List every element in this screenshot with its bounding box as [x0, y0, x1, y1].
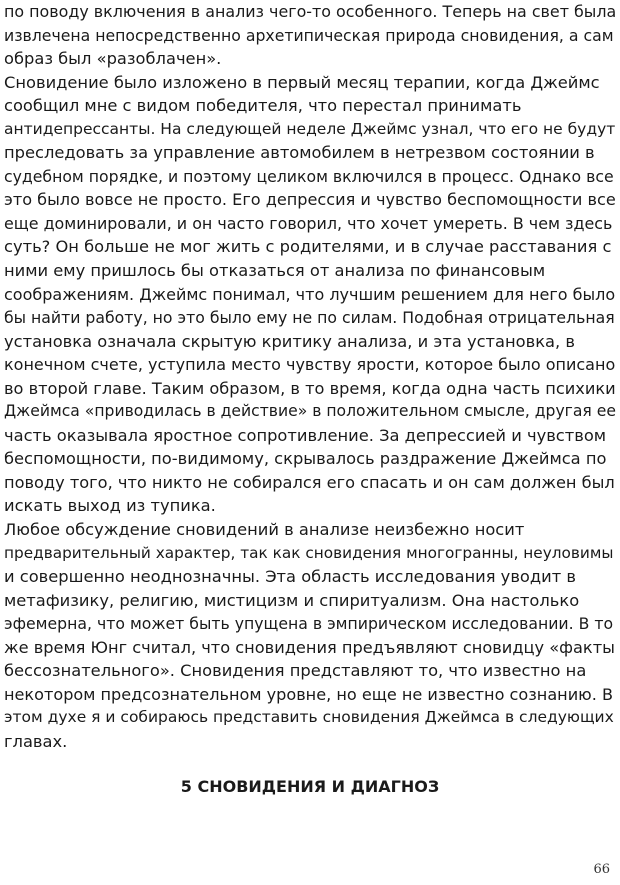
- text-line: бессознательного». Сновидения представляют то, что известно на: [4, 661, 587, 681]
- text-line: поводу того, что никто не собирался его спасать и он сам должен был: [4, 472, 615, 492]
- section-heading: 5 СНОВИДЕНИЯ И ДИАГНОЗ: [180, 777, 440, 796]
- text-line: часть оказывала яростное сопротивление. За депрессией и чувством: [4, 425, 607, 445]
- text-line: предварительный характер, так как сновидения многогранны, неуловимы: [4, 543, 614, 562]
- text-line: беспомощности, по-видимому, скрывалось раздражение Джеймса по: [4, 449, 607, 469]
- text-line: конечном счете, уступила место чувству ярости, которое было описано: [4, 355, 616, 375]
- body-text: [4, 0, 616, 754]
- text-line: еще доминировали, и он часто говорил, что хочет умереть. В чем здесь: [4, 213, 613, 233]
- text-line: установка означала скрытую критику анализа, и эта установка, в: [4, 331, 575, 351]
- text-line: же время Юнг считал, что сновидения предъявляют сновидцу «факты: [4, 637, 615, 657]
- text-line: Джеймса «приводилась в действие» в положительном смысле, другая ее: [4, 402, 616, 421]
- page-number: 66: [593, 862, 610, 877]
- text-line: эфемерна, что может быть упущена в эмпирическом исследовании. В то: [4, 614, 614, 634]
- text-line: Любое обсуждение сновидений в анализе неизбежно носит: [4, 520, 525, 540]
- text-line: Сновидение было изложено в первый месяц терапии, когда Джеймс: [4, 72, 600, 92]
- text-line: преследовать за управление автомобилем в нетрезвом состоянии в: [4, 143, 595, 163]
- text-line: во второй главе. Таким образом, в то время, когда одна часть психики: [4, 378, 616, 398]
- text-line: извлечена непосредственно архетипическая природа сновидения, а сам: [4, 25, 614, 45]
- text-line: бы найти работу, но это было ему не по силам. Подобная отрицательная: [4, 308, 615, 328]
- text-line: метафизику, религию, мистицизм и спиритуализм. Она настолько: [4, 590, 580, 610]
- text-line: антидепрессанты. На следующей неделе Джеймс узнал, что его не будут: [4, 119, 616, 138]
- text-line: сообщил мне с видом победителя, что перестал принимать: [4, 96, 522, 116]
- text-line: этом духе я и собираюсь представить сновидения Джеймса в следующих: [4, 708, 614, 727]
- text-line: суть? Он больше не мог жить с родителями, и в случае расставания с: [4, 237, 612, 257]
- text-line: это было вовсе не просто. Его депрессия и чувство беспомощности все: [4, 190, 616, 210]
- text-line: искать выход из тупика.: [4, 496, 216, 516]
- text-line: некотором предсознательном уровне, но еще не известно сознанию. В: [4, 684, 613, 704]
- text-line: и совершенно неоднозначны. Эта область исследования уводит в: [4, 567, 576, 587]
- text-line: образ был «разоблачен».: [4, 49, 222, 69]
- text-line: главах.: [4, 731, 68, 751]
- text-line: судебном порядке, и поэтому целиком включился в процесс. Однако все: [4, 166, 614, 186]
- text-line: по поводу включения в анализ чего-то особенного. Теперь на свет была: [4, 2, 617, 21]
- text-line: ними ему пришлось бы отказаться от анализа по финансовым: [4, 261, 546, 281]
- text-line: соображениям. Джеймс понимал, что лучшим решением для него было: [4, 284, 616, 304]
